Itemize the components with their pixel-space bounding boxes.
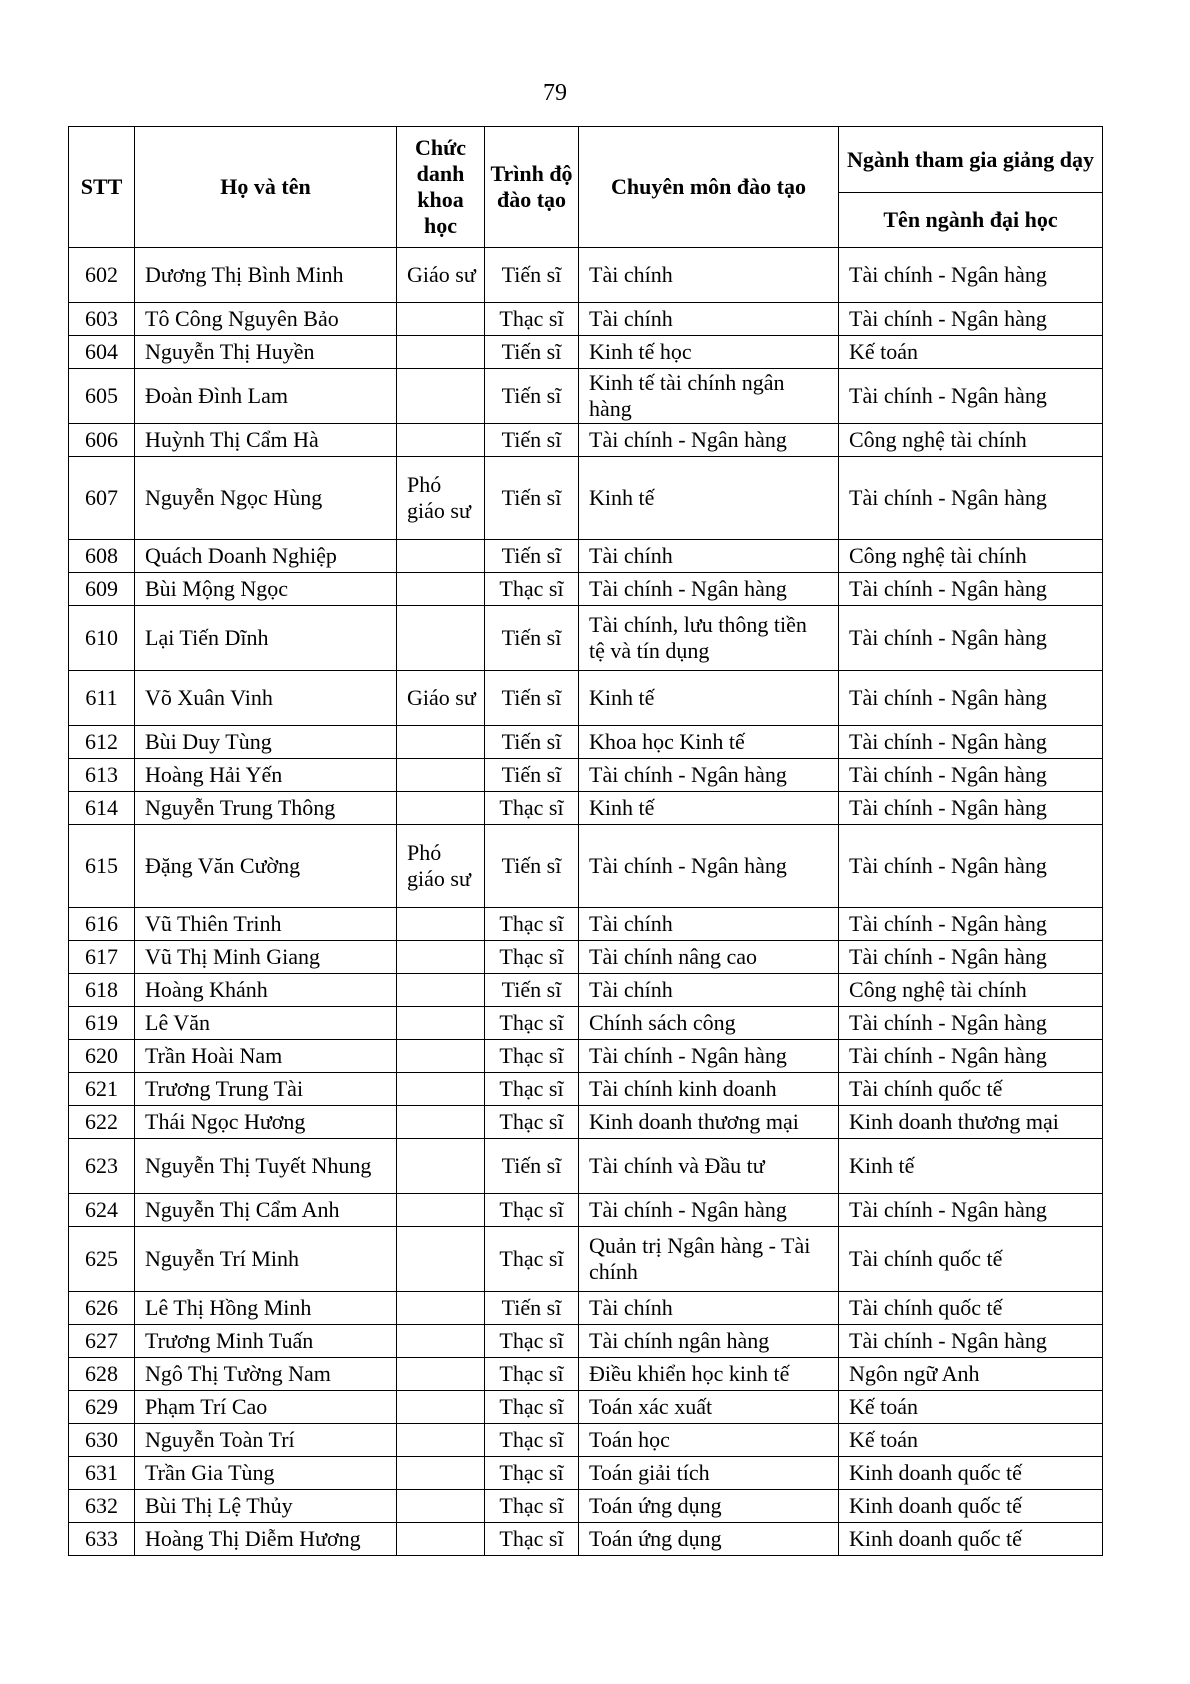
row-degree: Tiến sĩ [485, 540, 579, 573]
row-name: Lê Thị Hồng Minh [135, 1292, 397, 1325]
row-title [397, 941, 485, 974]
row-field: Tài chính - Ngân hàng [839, 908, 1103, 941]
table-row [69, 606, 1103, 671]
row-field: Công nghệ tài chính [839, 974, 1103, 1007]
table-row [69, 1424, 1103, 1457]
row-title [397, 1007, 485, 1040]
row-field: Tài chính - Ngân hàng [839, 248, 1103, 303]
row-stt: 625 [69, 1227, 135, 1292]
table-row [69, 1194, 1103, 1227]
row-stt: 621 [69, 1073, 135, 1106]
row-name: Nguyễn Thị Cẩm Anh [135, 1194, 397, 1227]
table-row [69, 825, 1103, 908]
table-row [69, 908, 1103, 941]
table-row [69, 573, 1103, 606]
row-field: Tài chính quốc tế [839, 1227, 1103, 1292]
row-field: Tài chính - Ngân hàng [839, 759, 1103, 792]
row-degree: Tiến sĩ [485, 974, 579, 1007]
row-specialty: Tài chính [579, 1292, 839, 1325]
row-stt: 613 [69, 759, 135, 792]
row-field: Tài chính quốc tế [839, 1292, 1103, 1325]
row-degree: Tiến sĩ [485, 606, 579, 671]
row-field: Tài chính quốc tế [839, 1073, 1103, 1106]
row-stt: 609 [69, 573, 135, 606]
row-specialty: Tài chính [579, 540, 839, 573]
row-stt: 603 [69, 303, 135, 336]
row-specialty: Khoa học Kinh tế [579, 726, 839, 759]
row-title [397, 336, 485, 369]
row-title [397, 1292, 485, 1325]
table-row [69, 759, 1103, 792]
row-name: Trương Minh Tuấn [135, 1325, 397, 1358]
row-title [397, 1424, 485, 1457]
table-row [69, 303, 1103, 336]
row-title [397, 1040, 485, 1073]
row-title [397, 1106, 485, 1139]
row-field: Tài chính - Ngân hàng [839, 1007, 1103, 1040]
row-specialty: Kinh tế [579, 671, 839, 726]
row-field: Kinh doanh quốc tế [839, 1523, 1103, 1556]
row-stt: 616 [69, 908, 135, 941]
row-field: Kế toán [839, 1391, 1103, 1424]
row-stt: 620 [69, 1040, 135, 1073]
row-degree: Thạc sĩ [485, 1073, 579, 1106]
row-degree: Thạc sĩ [485, 1040, 579, 1073]
table-row [69, 792, 1103, 825]
faculty-table [68, 126, 1103, 1556]
row-field: Tài chính - Ngân hàng [839, 792, 1103, 825]
row-stt: 619 [69, 1007, 135, 1040]
row-specialty: Tài chính - Ngân hàng [579, 1194, 839, 1227]
table-row [69, 1457, 1103, 1490]
row-field: Kinh doanh thương mại [839, 1106, 1103, 1139]
row-name: Nguyễn Toàn Trí [135, 1424, 397, 1457]
table-row [69, 1007, 1103, 1040]
row-stt: 602 [69, 248, 135, 303]
row-field: Kế toán [839, 336, 1103, 369]
row-field: Kinh doanh quốc tế [839, 1490, 1103, 1523]
row-stt: 618 [69, 974, 135, 1007]
row-title [397, 908, 485, 941]
row-field: Tài chính - Ngân hàng [839, 1325, 1103, 1358]
row-title: Giáo sư [397, 671, 485, 726]
row-title [397, 540, 485, 573]
row-stt: 629 [69, 1391, 135, 1424]
row-field: Tài chính - Ngân hàng [839, 825, 1103, 908]
table-row [69, 974, 1103, 1007]
row-specialty: Kinh tế học [579, 336, 839, 369]
row-degree: Thạc sĩ [485, 1523, 579, 1556]
row-stt: 605 [69, 369, 135, 424]
row-specialty: Tài chính [579, 303, 839, 336]
row-specialty: Kinh tế tài chính ngân hàng [579, 369, 839, 424]
row-title [397, 792, 485, 825]
row-name: Bùi Mộng Ngọc [135, 573, 397, 606]
row-stt: 631 [69, 1457, 135, 1490]
header-name: Họ và tên [135, 127, 397, 248]
row-name: Nguyễn Trung Thông [135, 792, 397, 825]
row-title [397, 303, 485, 336]
row-degree: Tiến sĩ [485, 726, 579, 759]
row-stt: 604 [69, 336, 135, 369]
table-row [69, 1490, 1103, 1523]
table-row [69, 1523, 1103, 1556]
row-stt: 624 [69, 1194, 135, 1227]
row-degree: Thạc sĩ [485, 1391, 579, 1424]
row-field: Ngôn ngữ Anh [839, 1358, 1103, 1391]
row-specialty: Kinh tế [579, 792, 839, 825]
row-degree: Thạc sĩ [485, 1457, 579, 1490]
row-field: Công nghệ tài chính [839, 424, 1103, 457]
row-specialty: Toán ứng dụng [579, 1490, 839, 1523]
row-degree: Thạc sĩ [485, 1490, 579, 1523]
row-stt: 610 [69, 606, 135, 671]
row-field: Tài chính - Ngân hàng [839, 941, 1103, 974]
row-degree: Tiến sĩ [485, 336, 579, 369]
table-row [69, 1391, 1103, 1424]
row-specialty: Tài chính - Ngân hàng [579, 1040, 839, 1073]
row-title [397, 606, 485, 671]
row-stt: 611 [69, 671, 135, 726]
row-title: Phó giáo sư [397, 825, 485, 908]
row-title [397, 424, 485, 457]
row-specialty: Tài chính ngân hàng [579, 1325, 839, 1358]
row-name: Hoàng Khánh [135, 974, 397, 1007]
row-name: Nguyễn Thị Tuyết Nhung [135, 1139, 397, 1194]
row-specialty: Tài chính, lưu thông tiền tệ và tín dụng [579, 606, 839, 671]
row-title [397, 1523, 485, 1556]
page-number: 79 [543, 80, 567, 106]
row-stt: 623 [69, 1139, 135, 1194]
row-specialty: Quản trị Ngân hàng - Tài chính [579, 1227, 839, 1292]
row-degree: Thạc sĩ [485, 1106, 579, 1139]
row-degree: Tiến sĩ [485, 825, 579, 908]
row-specialty: Kinh tế [579, 457, 839, 540]
row-name: Bùi Thị Lệ Thủy [135, 1490, 397, 1523]
header-stt: STT [69, 127, 135, 248]
row-degree: Tiến sĩ [485, 671, 579, 726]
row-name: Hoàng Hải Yến [135, 759, 397, 792]
row-degree: Thạc sĩ [485, 792, 579, 825]
table-body [69, 248, 1103, 1556]
row-stt: 632 [69, 1490, 135, 1523]
row-degree: Thạc sĩ [485, 1325, 579, 1358]
header-title: Chức danh khoa học [397, 127, 485, 248]
row-field: Tài chính - Ngân hàng [839, 1040, 1103, 1073]
row-field: Kinh doanh quốc tế [839, 1457, 1103, 1490]
row-specialty: Toán học [579, 1424, 839, 1457]
row-specialty: Kinh doanh thương mại [579, 1106, 839, 1139]
row-stt: 607 [69, 457, 135, 540]
table-row [69, 1292, 1103, 1325]
row-name: Thái Ngọc Hương [135, 1106, 397, 1139]
table-row [69, 1227, 1103, 1292]
row-degree: Thạc sĩ [485, 941, 579, 974]
row-degree: Thạc sĩ [485, 1007, 579, 1040]
row-title [397, 1194, 485, 1227]
table-row [69, 540, 1103, 573]
row-title [397, 1358, 485, 1391]
header-degree: Trình độ đào tạo [485, 127, 579, 248]
row-degree: Thạc sĩ [485, 573, 579, 606]
table-header [69, 127, 1103, 248]
table-row [69, 369, 1103, 424]
row-title [397, 1139, 485, 1194]
row-specialty: Tài chính [579, 974, 839, 1007]
row-name: Vũ Thị Minh Giang [135, 941, 397, 974]
row-field: Tài chính - Ngân hàng [839, 671, 1103, 726]
row-field: Kinh tế [839, 1139, 1103, 1194]
row-stt: 612 [69, 726, 135, 759]
row-title [397, 1325, 485, 1358]
row-name: Nguyễn Thị Huyền [135, 336, 397, 369]
table-row [69, 1073, 1103, 1106]
row-name: Vũ Thiên Trinh [135, 908, 397, 941]
row-specialty: Tài chính kinh doanh [579, 1073, 839, 1106]
row-name: Ngô Thị Tường Nam [135, 1358, 397, 1391]
row-degree: Tiến sĩ [485, 1292, 579, 1325]
row-name: Quách Doanh Nghiệp [135, 540, 397, 573]
row-stt: 626 [69, 1292, 135, 1325]
row-name: Huỳnh Thị Cẩm Hà [135, 424, 397, 457]
row-degree: Tiến sĩ [485, 424, 579, 457]
row-degree: Tiến sĩ [485, 248, 579, 303]
row-degree: Tiến sĩ [485, 1139, 579, 1194]
row-name: Nguyễn Trí Minh [135, 1227, 397, 1292]
row-title [397, 759, 485, 792]
row-specialty: Tài chính - Ngân hàng [579, 573, 839, 606]
row-stt: 614 [69, 792, 135, 825]
row-name: Dương Thị Bình Minh [135, 248, 397, 303]
table-row [69, 336, 1103, 369]
row-stt: 606 [69, 424, 135, 457]
row-name: Nguyễn Ngọc Hùng [135, 457, 397, 540]
row-specialty: Tài chính [579, 908, 839, 941]
row-name: Phạm Trí Cao [135, 1391, 397, 1424]
table-row [69, 424, 1103, 457]
row-specialty: Tài chính - Ngân hàng [579, 424, 839, 457]
row-title [397, 1457, 485, 1490]
row-title [397, 1490, 485, 1523]
row-name: Đặng Văn Cường [135, 825, 397, 908]
row-specialty: Tài chính - Ngân hàng [579, 825, 839, 908]
row-name: Võ Xuân Vinh [135, 671, 397, 726]
row-stt: 633 [69, 1523, 135, 1556]
row-name: Tô Công Nguyên Bảo [135, 303, 397, 336]
row-name: Trần Gia Tùng [135, 1457, 397, 1490]
header-field: Tên ngành đại học [839, 193, 1103, 248]
row-degree: Thạc sĩ [485, 303, 579, 336]
row-specialty: Tài chính nâng cao [579, 941, 839, 974]
row-specialty: Toán ứng dụng [579, 1523, 839, 1556]
row-stt: 615 [69, 825, 135, 908]
row-name: Lại Tiến Dĩnh [135, 606, 397, 671]
row-field: Tài chính - Ngân hàng [839, 726, 1103, 759]
row-title [397, 1073, 485, 1106]
table-row [69, 248, 1103, 303]
row-title [397, 573, 485, 606]
row-specialty: Tài chính [579, 248, 839, 303]
row-name: Hoàng Thị Diễm Hương [135, 1523, 397, 1556]
row-title [397, 974, 485, 1007]
row-specialty: Điều khiển học kinh tế [579, 1358, 839, 1391]
row-specialty: Toán giải tích [579, 1457, 839, 1490]
table-row [69, 726, 1103, 759]
row-stt: 630 [69, 1424, 135, 1457]
row-title: Giáo sư [397, 248, 485, 303]
row-field: Tài chính - Ngân hàng [839, 1194, 1103, 1227]
table-row [69, 1325, 1103, 1358]
row-title: Phó giáo sư [397, 457, 485, 540]
row-stt: 617 [69, 941, 135, 974]
row-degree: Thạc sĩ [485, 1194, 579, 1227]
row-degree: Tiến sĩ [485, 457, 579, 540]
row-title [397, 1227, 485, 1292]
row-degree: Thạc sĩ [485, 908, 579, 941]
row-name: Lê Văn [135, 1007, 397, 1040]
row-degree: Tiến sĩ [485, 369, 579, 424]
row-title [397, 369, 485, 424]
row-title [397, 1391, 485, 1424]
table-row [69, 671, 1103, 726]
row-specialty: Tài chính - Ngân hàng [579, 759, 839, 792]
row-field: Tài chính - Ngân hàng [839, 606, 1103, 671]
table-row [69, 1358, 1103, 1391]
header-field-group: Ngành tham gia giảng dạy [839, 127, 1103, 193]
row-field: Tài chính - Ngân hàng [839, 573, 1103, 606]
row-specialty: Tài chính và Đầu tư [579, 1139, 839, 1194]
row-degree: Thạc sĩ [485, 1227, 579, 1292]
row-stt: 627 [69, 1325, 135, 1358]
header-specialty: Chuyên môn đào tạo [579, 127, 839, 248]
row-stt: 608 [69, 540, 135, 573]
row-title [397, 726, 485, 759]
row-field: Kế toán [839, 1424, 1103, 1457]
row-name: Đoàn Đình Lam [135, 369, 397, 424]
row-name: Trương Trung Tài [135, 1073, 397, 1106]
row-field: Công nghệ tài chính [839, 540, 1103, 573]
row-degree: Thạc sĩ [485, 1424, 579, 1457]
row-degree: Thạc sĩ [485, 1358, 579, 1391]
row-field: Tài chính - Ngân hàng [839, 369, 1103, 424]
row-degree: Tiến sĩ [485, 759, 579, 792]
table-row [69, 1139, 1103, 1194]
table-row [69, 1040, 1103, 1073]
table-row [69, 941, 1103, 974]
row-field: Tài chính - Ngân hàng [839, 457, 1103, 540]
row-stt: 628 [69, 1358, 135, 1391]
row-name: Bùi Duy Tùng [135, 726, 397, 759]
row-stt: 622 [69, 1106, 135, 1139]
row-specialty: Chính sách công [579, 1007, 839, 1040]
row-name: Trần Hoài Nam [135, 1040, 397, 1073]
table-row [69, 457, 1103, 540]
table-row [69, 1106, 1103, 1139]
row-field: Tài chính - Ngân hàng [839, 303, 1103, 336]
row-specialty: Toán xác xuất [579, 1391, 839, 1424]
